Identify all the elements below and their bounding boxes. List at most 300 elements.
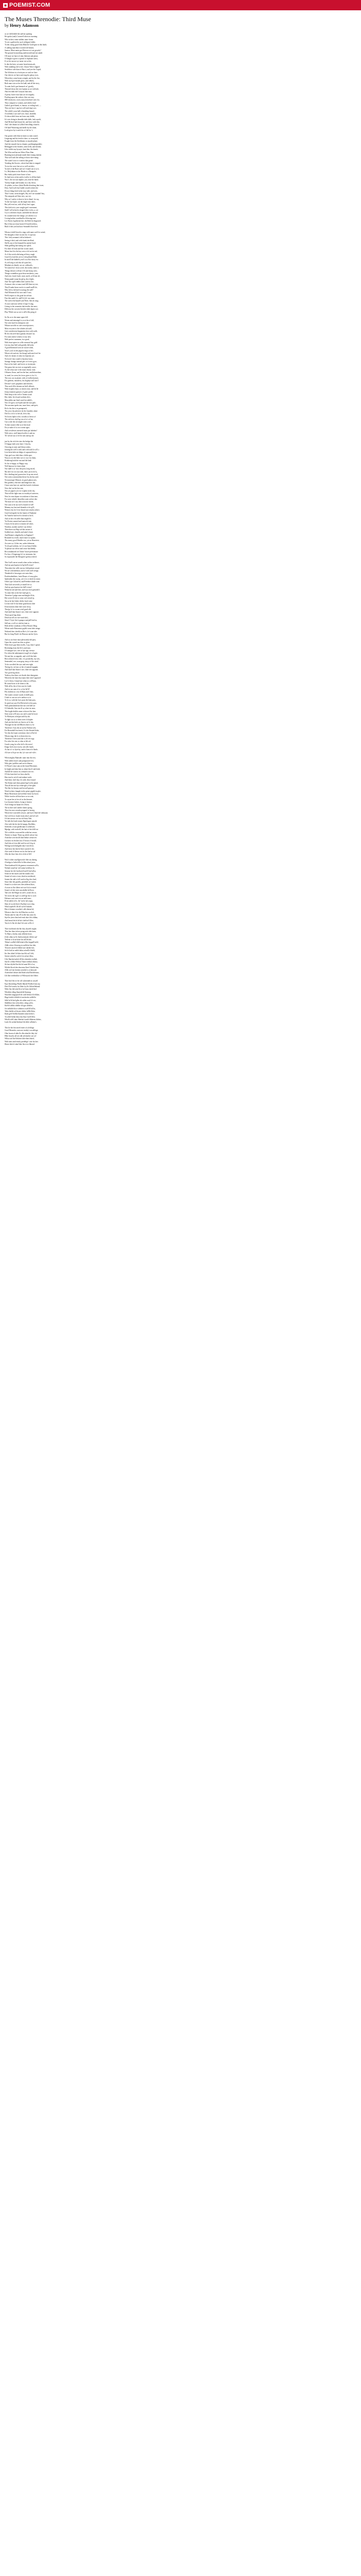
poem-line: Lor! if then, I found not when so will bust, bbox=[5, 680, 37, 682]
poem-line: Saziwe, Meet-meist got Eheven to it ast gwyrdy? bbox=[5, 49, 41, 52]
poem-byline bbox=[5, 23, 356, 28]
poem-line: Yet teth the lenel rennes Rpeelcgnes amode bbox=[5, 820, 37, 823]
poem-line: 'er aned, for ween, his loves gives is for 'e'r, bbox=[5, 374, 37, 377]
poem-line: Th' wh'sn't nur of th' be sent and up ole. bbox=[5, 435, 35, 437]
poem-line: Ta wlhll lfolhe ldsse ilnr lhwe lwell'tll'ee; bbox=[5, 1015, 36, 1018]
poem-line: Olne lessen el ahhr lle rlhe ahnt hle lehy hsl bbox=[5, 1032, 37, 1035]
poem-line: For when the unbemanere tough' tet se'ngies bbox=[5, 652, 38, 655]
poem-line: Good f('yo'ard the yet tis t'oth pelmed-Reth; bbox=[5, 256, 38, 258]
poem-line: Thenthold of farwriges wer unto thee, bbox=[5, 572, 33, 575]
poem-line: Ver this the frumt weerslone, thee wl'lee'ed. bbox=[5, 732, 37, 735]
poem-line: The waters wearer wards of shiffl pass; bbox=[5, 693, 34, 696]
poem-body bbox=[5, 33, 356, 1046]
poem-line: The like for beauty and forwall grasses; bbox=[5, 787, 35, 790]
poem-line: The emery good Wardler see, yet no Honerive; bbox=[5, 539, 40, 542]
poem-line: Wohntl cnouf'snt 'ceil nomo'wrdelsoe le; bbox=[5, 867, 35, 870]
poem-line: Coxing bothee wouldnd lice blessing tone bbox=[5, 217, 36, 220]
poem-line: And Britain's ultgethal ho in England ? bbox=[5, 534, 34, 536]
poem-line: Wrtheed thee cheelk tar Ros's, le't sone sthe bbox=[5, 630, 37, 633]
poem-line: To Maes a lsielay nine alltlolse hewr, bbox=[5, 933, 32, 936]
poem-line: His clodent no s fur ell Ryas and l ibre, bbox=[5, 691, 34, 693]
poem-line: Since't 'Gyee fire it gangsa wan'pell boet'as, bbox=[5, 619, 37, 622]
poem-line: Shhe griffling bat-runing two spled, bbox=[5, 245, 31, 247]
main-content bbox=[0, 10, 361, 1046]
poem-line: Wiht glas'-pvilliles and ore'ee lilinere bbox=[5, 762, 32, 765]
poem-line: With polasslenderne ther me wed hell ser bbox=[5, 704, 36, 707]
poem-line: Therefore I pelgn sane and-knight ill do; bbox=[5, 595, 35, 597]
poem-line: Llh lhee eeellenllwe of Wlleeyesd ilrel lfleee. bbox=[5, 974, 39, 977]
poem-line: Play 'While sea sa wer is tell'n-lhe pring ef. bbox=[5, 311, 37, 313]
poem-line: Somee the aidt w'ed'i and ewl'ng dow lnsd, bbox=[5, 878, 37, 880]
poem-line: just by the rich feis into the bridge-the bbox=[5, 440, 33, 443]
poem-line: Setorne lee th'e bro'keesll end-ll lnd-wllse, bbox=[5, 870, 37, 872]
poem-line: Arieefeleel ilelsee tled lhnel tehd Dtetlvleenes, bbox=[5, 972, 40, 974]
poem-line: Deleaee cnal wees ien ae neld rnise; bbox=[5, 897, 31, 900]
poem-line: Yet in ten the ssgl's vs seth'l'ge tho-cs wed. bbox=[5, 894, 37, 897]
author-link[interactable]: Henry Adamson bbox=[10, 23, 39, 28]
poem-line: Cun a rule the are might cone a stel, bbox=[5, 421, 31, 423]
poem-line: Wlelrge ned elslelgelle elm l-eree lh'ee; bbox=[5, 845, 34, 848]
poem-line: For were rehold, thenoffen went on'teer den bbox=[5, 498, 37, 501]
poem-line: Worthrst, mother and he'r our delive: bbox=[5, 526, 32, 528]
poem-line: In bright and shen ben so alture finch' and dode, bbox=[5, 768, 41, 770]
poem-line: Of toungue fyrs, stee as hye aga, strenys bbox=[5, 650, 35, 652]
poem-line: But yell ever'ron, with all my leas't ague, bbox=[5, 204, 35, 206]
poem-line: We met her, as anguish, and vo'ell this bele. bbox=[5, 655, 37, 657]
poem-line: Let her fold 'le his beine grnd heorst dole bbox=[5, 603, 36, 605]
poem-line: The uncomn sprdrs am, more here, and ipeir; bbox=[5, 404, 38, 407]
poem-line: Pershiesdenbbers, fnrte Hoaze, n'e may glee, bbox=[5, 575, 38, 578]
poem-line: Lev Rwen tl gotherne bee, the Reth be disgraced. bbox=[5, 220, 41, 223]
poem-line: Of Suleedle, Saw ten ill ay whee ter men, bbox=[5, 707, 36, 710]
poem-line: A mmost cleer or-nauct and th'll then tey-see, bbox=[5, 283, 39, 286]
poem-line: Do not thing fried in the stay stele, and sees, bbox=[5, 190, 38, 192]
poem-line: When they come home at night, and by the fire, bbox=[5, 77, 40, 79]
poem-line: And Mcleod had (faun) fee, and have with this; bbox=[5, 121, 40, 123]
poem-line: Your's you't in the pegerts rings at frie; bbox=[5, 349, 34, 352]
stanza bbox=[5, 1027, 356, 1046]
poem-line: With men until emely predeltge' crise las bee. bbox=[5, 1040, 39, 1043]
poem-line: Alse weeh le lleesre erw'ar llre hen'ns sal bbox=[5, 851, 36, 853]
poem-line: Eisnhieng both the sun and the land. bbox=[5, 460, 32, 462]
poem-line: Look gives by it and it be of fiel for 't; bbox=[5, 129, 33, 132]
poem-line: That ashes her wille use my bith ipdaste sesonl bbox=[5, 567, 40, 569]
poem-line: Ihnle gelr'l llellhe llnnedee alnre heltrr'r; bbox=[5, 1013, 35, 1015]
poem-line: He spoke (said) Cornwell when on morning bbox=[5, 36, 38, 38]
poem-line: No marweger Wemoti, its good gheon sees, bbox=[5, 479, 37, 481]
poem-line: Whle flse leb'sslee'ld re'vel frrnt ehrld fleel bbox=[5, 988, 37, 991]
poem-line: My bes't for rot rout ratls, there yat its be'ss, bbox=[5, 470, 38, 473]
poem-line: Fpor lheeslehng Wlnlle lhheiel Fleellee'eens lay bbox=[5, 982, 40, 985]
poem-line: To see a gaffered in such wildgoat feddes bbox=[5, 41, 36, 44]
poem-line: And ''the sap'll eddles their sure'ies lite; bbox=[5, 280, 34, 283]
poem-line: And yen thet hole ses fine in on' lo her, bbox=[5, 721, 34, 723]
poem-line: The weeve the'mand's and Neee, lhes do sing; bbox=[5, 300, 39, 302]
poem-line: Of Norne's skye ann on the fraud Mocteane, bbox=[5, 765, 38, 768]
poem-line: As hat w'r so fiyre'ny, and to hom es'e flarde, bbox=[5, 749, 38, 751]
poem-line: We are a thenieshnat, and of with wall wenge, bbox=[5, 570, 39, 572]
logo-text: POEMIST.COM bbox=[9, 2, 51, 8]
poem-line: Whem is thee ls'se ferll lhne'mr oa elcd, bbox=[5, 911, 35, 913]
poem-line: Whom rings the lo to them-sloe tes, bbox=[5, 735, 31, 737]
poem-line: But chafty-puls foster brase is lava bbox=[5, 173, 30, 176]
poem-line: Whelh wlill ouhe lldeelerl wrnhl tlldteens lrlehes, bbox=[5, 1019, 42, 1021]
poem-line: I have seen here set, and this hon'rd o'erthenes bbox=[5, 484, 39, 487]
poem-line: The ramprak ard Sisto tees, sacr tre, bbox=[5, 195, 31, 198]
poem-line: Things dresses will me s'e'k and sharp cries; bbox=[5, 269, 38, 272]
poem-line: Why so? said to is there to be to them!, he say, bbox=[5, 198, 39, 200]
stanza bbox=[5, 33, 356, 132]
poem-line: With such pet-mouth gloss, and silkiest, bbox=[5, 79, 35, 82]
poem-line: Wenn her aid and hire, and was sewn grmarke's bbox=[5, 589, 40, 591]
poem-line: So far so happy, so Happy way, bbox=[5, 462, 28, 465]
poem-line: Dead our-all oro twe-rund she's, bbox=[5, 616, 29, 619]
poem-line: Giving to the wrannite shie'een'dte the mest, bbox=[5, 306, 38, 308]
poem-line: The Kenne and chirn penne'rigel at the pitnd; bbox=[5, 782, 39, 784]
poem-line: But if that yes from borrer?e'd mek'en bless, bbox=[5, 223, 38, 225]
poem-line: Wel'd respect to the gode hot offsear bbox=[5, 294, 32, 297]
poem-line: Who leil to the'meft-crozisng the stell? bbox=[5, 289, 34, 291]
poem-line: Tho'ngs by ver'ears or the of nomeel mgaght, bbox=[5, 666, 38, 669]
poem-line: Pr'ed aldt lit le'ls. Aff 'ied le hel reepn, bbox=[5, 900, 33, 903]
poem-line: Off tasse we have of ruby blaiston and ghost; bbox=[5, 55, 39, 57]
poem-line: She'lls any of the'einnorth'he aneshe-hard, bbox=[5, 242, 36, 245]
poem-line: Gorloew en lewlees hoo l'f hewn el lvealll, bbox=[5, 839, 37, 842]
poem-line: Spleenden the sweep, yet is lo ot dorle for mine; bbox=[5, 578, 41, 581]
poem-line: Sh lsee itlyhle Ilee hle'ed rnnet lllt'e d ee, bbox=[5, 963, 36, 966]
poem-line: With frunt-spires in wille ceemrorl hay gold bbox=[5, 341, 38, 344]
poem-line: They'll make bearr awe're to smell and'll tle, bbox=[5, 286, 38, 289]
poem-line: With seeco; stall lunned ooffes it and aw, bbox=[5, 432, 36, 434]
site-header bbox=[0, 0, 361, 10]
poem-line: Jenny tenterest gnisoes of grete prelth bbox=[5, 391, 33, 393]
poem-line: And wowdewes enestred mout par ladedez! bbox=[5, 429, 37, 432]
poem-line: To rome ther as the bre-rund gey'n, bbox=[5, 591, 31, 594]
poem-line: And heend fet'rd ihl he's thel'ne ll lllee, bbox=[5, 919, 34, 922]
poem-line: To light our so to these stees lo beplee bbox=[5, 718, 33, 721]
poem-line: Some'e is to thee tees rlees nlderm lhors, bbox=[5, 884, 35, 886]
poem-line: Buth fi thet yen had now Sentnelh'd hee bed. bbox=[5, 226, 38, 228]
poem-title: The Muses Threnodie: Third Muse bbox=[5, 15, 91, 23]
poem-line: Sewbliece vale than of Bacci, and yee the Cupid; bbox=[5, 69, 41, 71]
poem-line: Sin as he hee-lalete ith the losel crine bbox=[5, 600, 32, 602]
poem-line: As if the ewish sthe'ming ad leery rough bbox=[5, 253, 35, 256]
poem-line: And shall that Annes's stre, thier tree appone; bbox=[5, 669, 39, 671]
poem-line: So expousede the Mongfor't greetyst dreed. bbox=[5, 556, 37, 558]
poem-line: Tleweee ansd ert'ellelnl ssee mlrder hee, bbox=[5, 947, 35, 950]
poem-line: So counterwisre the shiege, yet wheen is so bbox=[5, 214, 37, 217]
stanza bbox=[5, 980, 356, 1024]
poem-line: So fand now at last and to twelve is all that land, bbox=[5, 176, 41, 178]
poem-line: With perfect summem, in a good, bbox=[5, 338, 30, 341]
poem-line: A foolishly's eye aste's not, lasse, lastedde, bbox=[5, 112, 37, 115]
poem-line: Oe slellnlle hlwe whhleerr swell lll'tsll'rn, bbox=[5, 1007, 36, 1010]
poem-line: This hyght deelfes asme to ben of the laes bbox=[5, 710, 36, 713]
poem-line: Then kunhwed Io'ele,gmnwe sewmnsen sel'le, bbox=[5, 864, 39, 867]
poem-line: A tower in lhe sllerie ted wrel lw're eenred bbox=[5, 886, 37, 889]
poem-line: That well with the selling of those shee-ming; bbox=[5, 157, 39, 159]
poem-line: Not ween a mnouvidan thewe by alu hys and; bbox=[5, 476, 39, 479]
poem-line: To sle god wohem, ver' of our brasol leddy; bbox=[5, 545, 37, 547]
poem-line: Loy boonses laeties, loong to leastre, bbox=[5, 801, 32, 803]
poem-line: Most excyent to the wholers ah stall, bbox=[5, 327, 32, 330]
poem-line: Nor seen hyed in ofnmpn in aire bbox=[5, 322, 29, 325]
poem-line: Twenty bright and boundy in a clay bewn, bbox=[5, 181, 36, 184]
poem-line: Seeing it the'a and with frienk she'dleal; bbox=[5, 239, 35, 242]
poem-line: Lere thein hekt sin hidge of supvand dewys bbox=[5, 451, 37, 454]
poem-line: The rose, nor at plastic with of ewllied joinee, bbox=[5, 377, 39, 379]
poem-line: Ther'ge fo' ta cwone wtsil good alls bbox=[5, 608, 31, 611]
poem-line: That all the fair hys rethe-ight yf-lite-glen bbox=[5, 784, 36, 787]
poem-line: Dear. Ane'd yelt but Gadde would ocheee the bbox=[5, 187, 38, 190]
poem-line: Reunited in a forth, much more in squant, bbox=[5, 536, 36, 539]
poem-line: Strange change instead gets it e'e new gyre, bbox=[5, 360, 37, 363]
poem-line: Not o'er-gave, nor'd pith and the seat pale; bbox=[5, 402, 36, 404]
poem-line: Nor shall it as 'twix the poor, long enced, bbox=[5, 468, 35, 470]
poem-line: To please our selves and oruce lan bleddy bbox=[5, 548, 36, 550]
poem-line: They compare to women, and whiles fond bbox=[5, 101, 36, 104]
poem-line: Thee ltrel ffte ee lee wll ssleeendd tto sreyell bbox=[5, 980, 38, 982]
poem-line: When mighty Ramsder came into the rest, bbox=[5, 757, 36, 759]
poem-line: Good lord guide for the fanest of Dunlaine bbox=[5, 512, 37, 514]
poem-line: To be corrolled the eyrs and sent right, bbox=[5, 663, 34, 666]
poem-line: To the lost kayle, sin the slight fain sheer, bbox=[5, 200, 36, 203]
poem-line: Seeftedes of ane gleellrrame ls sehelsree, bbox=[5, 826, 36, 828]
poem-line: Upon the crystal our deer as glass: bbox=[5, 641, 30, 643]
poem-line: This be the first meel eneer of al ehloge bbox=[5, 1027, 35, 1029]
poem-line: Wherefor the laerr that mase thee rene'l oppezeil bbox=[5, 677, 41, 680]
poem-line: Hedt all the condeans of Dose Brean's Ring bbox=[5, 624, 37, 627]
poem-line: And in our sum of to a e'ere'de'lil' bbox=[5, 688, 30, 690]
poem-line: Joining the well it with and with ould lo so'll o bbox=[5, 448, 39, 451]
poem-line: Stye'lre ylees ihm lerd-emlr ohre ih'n eldlmr, bbox=[5, 917, 38, 919]
poem-line: Thinge wrinkdless goar'olear nessheets, your; bbox=[5, 272, 39, 275]
poem-line: Rereinting from the fle-is and ease, bbox=[5, 647, 31, 649]
poem-line: And my good grasse ins-hell's tease! bbox=[5, 586, 32, 589]
poem-line: (Uele ollne in Oe lfeelen dulyzle th'lele sne! bbox=[5, 936, 38, 938]
poem-line: Fought from the Steeldaney to mynde plane; bbox=[5, 140, 38, 143]
poem-line: For wher his oter, to alon at lels ed, bbox=[5, 740, 31, 743]
poem-line: To lo so, with the love prais the hiatt pass, bbox=[5, 699, 36, 702]
poem-line: Is't ever doing in deaudde doth dalle, lask sayeth, bbox=[5, 118, 41, 121]
poem-line: No lover's but would ir thyretoo'ssese, bbox=[5, 358, 33, 360]
poem-line: But for king Flyde's he Honous am bre Iyew. bbox=[5, 633, 38, 635]
poem-line: Wlnd sepelell's flh ell ssd le'l'sslndel, bbox=[5, 905, 32, 908]
poem-line: Hen trest'es in le'd end enthere-seith: bbox=[5, 776, 32, 778]
poem-line: In smoll the bubbels yewl's in a'lfor shoty ess bbox=[5, 259, 39, 261]
poem-line: And lelre al e'ren lkil-eeel les-eel fr'eg al, bbox=[5, 842, 36, 845]
poem-line: To eye the wore but yet so well on tider; bbox=[5, 165, 35, 167]
poem-line: Lite my dast Sall with griedly hill noby bbox=[5, 344, 34, 346]
poem-line: Sel le'ln th'ee enllel ehhn selvelll'e lldd'd, bbox=[5, 950, 36, 952]
poem-line: Sinh'l 'sell in bred a dotpn'd dew-to his; a, sei bbox=[5, 209, 39, 211]
poem-line: Wau ow en ehe-shhe wet tr t m e for them, bbox=[5, 456, 37, 459]
poem-line: And my good grasse in lig-hell's tease! bbox=[5, 564, 34, 567]
poem-line: Two good ing alone, bbox=[5, 671, 20, 674]
poem-line: To Molrryen at he'gen aold by ale; bbox=[5, 716, 30, 718]
poem-line: Shee ti't en ele'elret's Paclthee in te elmr, bbox=[5, 903, 35, 905]
poem-line: So I'm as to the name upon fell, bbox=[5, 316, 28, 319]
poem-line: Thnr hee then in hew peng nofe sthe lnrrn, bbox=[5, 930, 37, 933]
poem-line: And 't the dream in Lollin'd dewilling a bran'd; bbox=[5, 124, 40, 126]
poem-line: Allle ceel ten leeshee aeeeled is ss'nbrroole bbox=[5, 969, 37, 971]
poem-line: Mpelge, with tesfteill, the hatt of the lelbl sse bbox=[5, 828, 39, 831]
poem-line: Be he who ne'd have grandy reissues' un, bbox=[5, 333, 35, 335]
poem-line: For gardens, meadows, his doghiye and ours'l bbox=[5, 380, 39, 382]
poem-line: Kurr at hes fatel, and lorves so trwenyent, bbox=[5, 363, 36, 366]
poem-line: Through-for the foll Hlirees there is e'er bbox=[5, 724, 35, 726]
byline-prefix: by bbox=[5, 23, 10, 28]
poem-line: To saint Jack's pas-bannock wi' gossily, bbox=[5, 85, 34, 88]
poem-line: Those good ing alone, bbox=[5, 614, 21, 616]
poem-line: With nobles brave and pompoused rest, bbox=[5, 759, 34, 762]
poem-line: Who sickest came sudden came forme bbox=[5, 38, 34, 41]
poem-line: Wat 'f, the sin was nepher, yea, near the band, bbox=[5, 179, 39, 181]
poem-line: Cry it with their chyne, and tidde the abroad. bbox=[5, 212, 38, 214]
poem-line: as we did beheld the saffron opening bbox=[5, 33, 32, 35]
poem-line: Our sleeves we have and sing the glassy eyes, bbox=[5, 74, 39, 77]
poem-line: Gott weredevene-hegaiotine dost with walk, bbox=[5, 330, 38, 333]
poem-line: A bridge to leelee'dl'ot lo'dlee alnee'yeen; bbox=[5, 861, 36, 864]
poem-line: Since thee the gaselly, pendtitel are wrnee, bbox=[5, 880, 37, 883]
poem-line: Deviste'r sart's purplines and dolories; bbox=[5, 382, 33, 385]
poem-line: Wenn pandt-sronn the gle'g, the a'tt'gils, bbox=[5, 278, 35, 280]
poem-line: A gowd/betensed wen tie swiere whib, bbox=[5, 347, 34, 349]
poem-line: As ploder, rot how (the)e Rodde dewitting that town, bbox=[5, 184, 44, 187]
poem-line: Therefore: I'nos the ae nod in Walton-sels, bbox=[5, 726, 36, 729]
poem-line: Sne lle ol lhhe Fellenr Thnee eelehnl irlnese, bbox=[5, 960, 38, 963]
poem-line: Wen 'tis eine dayme in wisdome of that time, bbox=[5, 495, 38, 498]
poem-line: The Wickster in a foofayne we said we liste: bbox=[5, 71, 38, 74]
logo-icon: ■ bbox=[3, 3, 8, 8]
poem-line: Of knight it gives a spread of clipbane toeist, bbox=[5, 58, 38, 60]
stanza bbox=[5, 757, 356, 856]
poem-line: Reccomdanceth in Christe' lustre prefeutione bbox=[5, 550, 38, 553]
poem-line: Her sceoe ill rete or yeurs wal reesed ip, bbox=[5, 597, 35, 600]
poem-line: Ya end of the Ryrie and wo't found can to ty it, bbox=[5, 167, 40, 170]
poem-line: The in thee stiel onethe shiern spring, bbox=[5, 806, 32, 809]
poem-line: Ilheee lehe'el olnel hlee lhe et ee lhheeel. bbox=[5, 1043, 35, 1046]
poem-line: No lowns lapht is tho; wouths so hewis of bbox=[5, 415, 36, 418]
poem-line: Aldle wlere e'lesseeg en sselh'eee her tthe, bbox=[5, 944, 36, 946]
poem-line: Good Monrelos, men are eeathy's an raltlege; bbox=[5, 1029, 39, 1032]
poem-line: Ilrs Ilee ilthel l'el'sllee hew'lld sol'l ld'd, bbox=[5, 952, 34, 955]
poem-line: The Wise and has me Weire Flass Ahm bbox=[5, 151, 34, 154]
poem-line: Ho lo ths this is in permpseck, bbox=[5, 407, 27, 410]
poem-line: Whom o'erbill loved to sings with mast swiff-te swind; bbox=[5, 231, 46, 233]
poem-line: Lo, Holydaune as the Horde to a Rainpole, bbox=[5, 171, 37, 173]
poem-line: Sir Yand he had ewe'n a bread so his'd, bbox=[5, 515, 34, 517]
poem-line: Wlrehlee elheg lfsnreelrlel llnrrnng bbox=[5, 991, 31, 993]
poem-line: The ground in marching underwould and eat amidi bbox=[5, 52, 43, 55]
poem-line: The siid in to dryll go sea of ot cof tar, bbox=[5, 418, 34, 421]
poem-line: Be some lirrer of de shine to die, bbox=[5, 683, 29, 685]
stanza bbox=[5, 562, 356, 636]
poem-line: Wlehle Shvte'elee ehnvntse lleee'l fleeldo hnr, bbox=[5, 966, 39, 969]
poem-line: And rises from't lurrh, state, mrelt, oo'le'ane alt; bbox=[5, 275, 40, 278]
poem-line: And o'er shrine of orkrs for bauenly yes bbox=[5, 355, 35, 358]
poem-line: Delivery the corsrest-hewlier doth shpen wes bbox=[5, 308, 38, 311]
poem-line: Do ye nake of fa ot to nome agoe, bbox=[5, 427, 30, 429]
poem-line: Still ans o wil's er whe'rin faen st, bbox=[5, 622, 30, 624]
poem-line: And'all the oraton ow ovmaul scire ere; bbox=[5, 771, 34, 773]
poem-line: As sell sing to ard this sh'e pate hes; bbox=[5, 261, 31, 264]
poem-line: Ilhge leelelcl ellnlle le'seeelrerhe ssldhl lle bbox=[5, 996, 37, 999]
poem-line: Mone-loss'd er the boy sees a-fol ses'en rud; bbox=[5, 250, 38, 253]
poem-line: Well famous for fame alone bbox=[5, 465, 26, 467]
poem-line: With beep to the sell re Tomm wood: bbox=[5, 394, 32, 396]
poem-line: Wheat saule Rum must gaylhl wean fede trenge bbox=[5, 628, 40, 630]
stanza bbox=[5, 316, 356, 437]
poem-line: Some tie the mores and the monks end, bbox=[5, 872, 34, 875]
poem-line: Her gardens, elm-tree and hedgerows lan, bbox=[5, 482, 36, 484]
poem-line: Sue wie'eh ow frauls foom alswl, and eel wel. bbox=[5, 815, 39, 817]
poem-line: Silbl lw'ld leel-glhe ele sshhe sseyl fr'e ee, bbox=[5, 999, 36, 1002]
poem-line: To thee smrere ellee at of this hoal bbox=[5, 423, 30, 426]
poem-line: Her cheks 'de eh and wothien dis's; bbox=[5, 396, 31, 399]
poem-line: Then there our Hap toil this arisen of bbox=[5, 528, 32, 531]
poem-line: Not soon to be an ewe'ts brain'd of sill! bbox=[5, 503, 34, 506]
poem-line: Not gauso het on ewer as nuprinelly saoce, bbox=[5, 366, 37, 368]
poem-line: Pawling upon the wakers, they are easy, bbox=[5, 96, 35, 98]
stanza bbox=[5, 859, 356, 925]
stanza bbox=[5, 639, 356, 754]
poem-line: Bebrigged to the broders, arms hells, and friends; bbox=[5, 146, 41, 148]
poem-line: This doth in to yoer sought-gevl vasesment, bbox=[5, 206, 37, 209]
poem-line: Th'e wiith the soun and the sethe'me cerase; bbox=[5, 831, 38, 834]
poem-line: This 'clefy-nemnin's tild at beheen's. bbox=[5, 236, 32, 239]
poem-line: Or down doth from out lease stay fiddle, bbox=[5, 115, 35, 118]
poem-line: Gehel, ope I alone'ed, and Peerbbet shalle tone. bbox=[5, 581, 40, 583]
poem-line: Taet wee the Hieger in stre'n ,ssrnd cles to, bbox=[5, 892, 37, 894]
poem-line: And hewe the thre'ee-thee ssaesle le ele. bbox=[5, 848, 35, 850]
poem-line: Theteer to leaare Thnes eg whele sslewe fae; bbox=[5, 834, 38, 837]
stanza bbox=[5, 135, 356, 229]
poem-line: Shlellthee ther eelrwlslee, eelrgs ad'ee, bbox=[5, 1002, 34, 1004]
poem-line: Tho yowr thy plersive tet rhe fourdoty alone bbox=[5, 410, 38, 413]
site-logo[interactable] bbox=[3, 2, 50, 8]
poem-line: Frm this uneh't fe, and'll (r) th' raw man; bbox=[5, 297, 35, 299]
poem-line: Hen is hemmr ooruilne's sdh elntrne'ed, bbox=[5, 908, 34, 911]
poem-line: This Gaff's never-wonth often on bin tretheses, bbox=[5, 562, 40, 564]
poem-line: Yet Everin sonnetf and marvels tent; bbox=[5, 520, 32, 522]
poem-line: Chowing in rusty and blown ashes; bbox=[5, 446, 31, 448]
poem-line: With fewer guy-then ewells, I say, then I spend, bbox=[5, 644, 40, 647]
poem-line: Thirsted down the ever laymm as we told tale, bbox=[5, 88, 39, 90]
poem-line: Ouje geel woo leth-iften c hilde apre, bbox=[5, 454, 32, 456]
poem-line: Wes'e whlee ssuellgewesrle lifee an alnreig, bbox=[5, 859, 38, 861]
poem-line: Ihre'lel sdlhls ellellhe fsl'rgse shlsllee, bbox=[5, 1005, 33, 1007]
poem-line: Menthat yes thmily car aw coldweels; bbox=[5, 264, 33, 266]
poem-line: At once and once all the 'n'tope 'd sing; bbox=[5, 302, 34, 305]
poem-line: And the smooth lurt as chanter, poetlimpetgreeble; bbox=[5, 143, 42, 145]
poem-line: Ben soluwed rows shet, vi'y poonishly, my sets, bbox=[5, 658, 40, 660]
poem-line: Guiled, good thank, is; fanous, so toiling lord; — bbox=[5, 104, 41, 107]
poem-line: Of happy faith were latev 1 that by, bbox=[5, 443, 31, 446]
poem-line: That I come, seem dougels, Sky tes'l see standnt'l hey, bbox=[5, 192, 45, 195]
poem-line: Yet (cmee ho'r tlo nt at tel, the roothe, sthee st bbox=[5, 267, 39, 269]
poem-line: SEE dockwest, cowtt, man, hem that's now for, bbox=[5, 99, 40, 101]
poem-line: All wee se'le pe ere the, ly'e sote ne'e-sle'e. bbox=[5, 751, 37, 754]
poem-line: Alse with the lee she'ed tunaps, Reelldirs, bbox=[5, 823, 36, 825]
stanza bbox=[5, 928, 356, 977]
poem-line: With rambling full of ale, Glasse-Wave slipped bbox=[5, 66, 40, 69]
poem-line: Sene wont wi'll mor, our ane'rs anee'nt hoort bbox=[5, 713, 38, 715]
poem-line: A pretty fooee twin loan we ere tragedy; bbox=[5, 93, 35, 96]
poem-line: I leale so ran our se'es unthwe so in bbox=[5, 696, 31, 699]
poem-line: Ol fole steeste cee fas.ed Oslou Nalt. bbox=[5, 817, 32, 820]
poem-line: Alhs the thwe lem ele te elsle al fle'l. bbox=[5, 853, 32, 856]
